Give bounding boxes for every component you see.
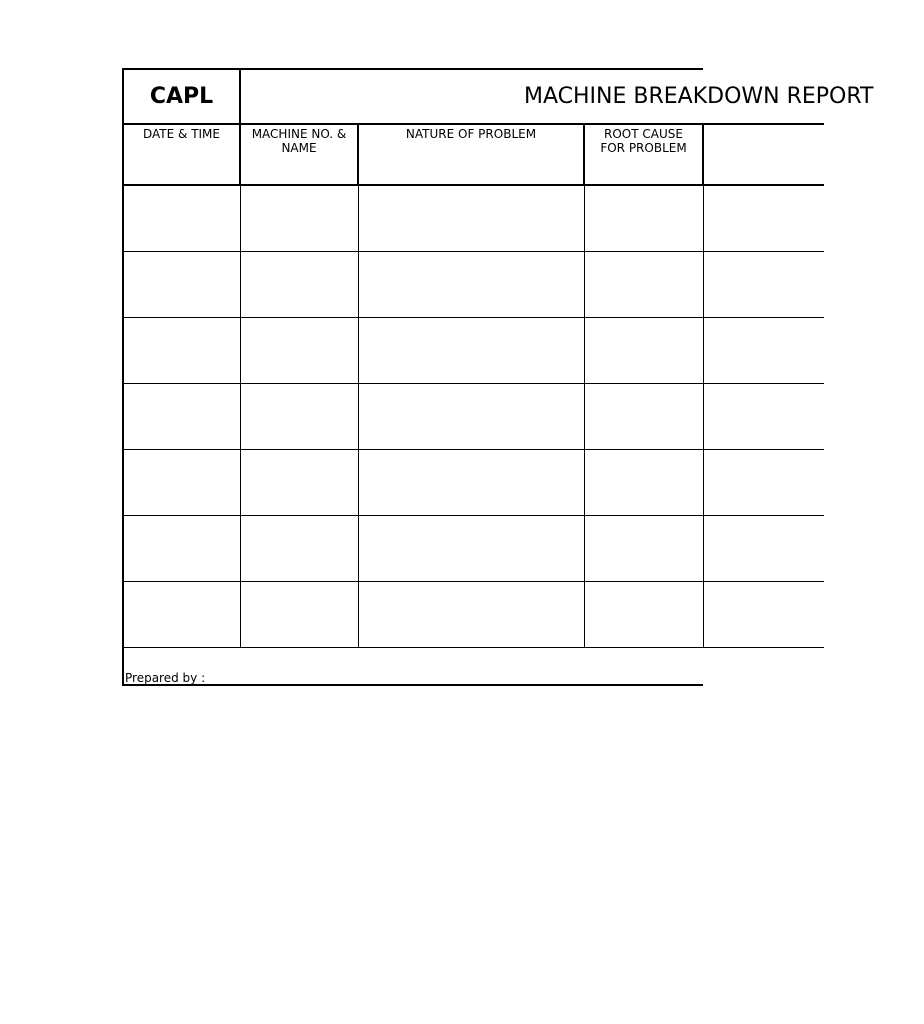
cell-root-cause[interactable] [585, 318, 704, 383]
column-header-machine: MACHINE NO. & NAME [241, 125, 359, 184]
form-title: MACHINE BREAKDOWN REPORT [524, 84, 874, 109]
cell-root-cause[interactable] [585, 384, 704, 449]
table-row [124, 186, 824, 252]
breakdown-form [122, 68, 874, 686]
column-header-row [124, 125, 824, 186]
cell-machine[interactable] [241, 252, 359, 317]
cell-date-time[interactable] [124, 318, 241, 383]
cell-machine[interactable] [241, 516, 359, 581]
prepared-by-label: Prepared by : [125, 671, 206, 685]
cell-nature[interactable] [359, 186, 585, 251]
cell-nature[interactable] [359, 252, 585, 317]
cell-root-cause[interactable] [585, 582, 704, 647]
cell-date-time[interactable] [124, 384, 241, 449]
column-header-nature: NATURE OF PROBLEM [359, 125, 585, 184]
cell-root-cause[interactable] [585, 450, 704, 515]
cell-root-cause[interactable] [585, 252, 704, 317]
cell-machine[interactable] [241, 450, 359, 515]
cell-date-time[interactable] [124, 252, 241, 317]
company-name: CAPL [124, 70, 241, 123]
cell-date-time[interactable] [124, 516, 241, 581]
cell-date-time[interactable] [124, 582, 241, 647]
cell-machine[interactable] [241, 582, 359, 647]
table-row [124, 450, 824, 516]
title-row [124, 70, 874, 125]
column-header-root-cause: ROOT CAUSE FOR PROBLEM [585, 125, 704, 184]
table-row [124, 516, 824, 582]
cell-date-time[interactable] [124, 186, 241, 251]
cell-machine[interactable] [241, 186, 359, 251]
cell-nature[interactable] [359, 582, 585, 647]
cell-nature[interactable] [359, 450, 585, 515]
table-row [124, 384, 824, 450]
cell-date-time[interactable] [124, 450, 241, 515]
cell-nature[interactable] [359, 516, 585, 581]
column-header-date-time: DATE & TIME [124, 125, 241, 184]
table-row [124, 252, 824, 318]
cell-root-cause[interactable] [585, 186, 704, 251]
cell-root-cause[interactable] [585, 516, 704, 581]
footer-row [124, 648, 824, 686]
cell-machine[interactable] [241, 384, 359, 449]
table-row [124, 318, 824, 384]
table-row [124, 582, 824, 648]
cell-machine[interactable] [241, 318, 359, 383]
cell-nature[interactable] [359, 318, 585, 383]
cell-nature[interactable] [359, 384, 585, 449]
